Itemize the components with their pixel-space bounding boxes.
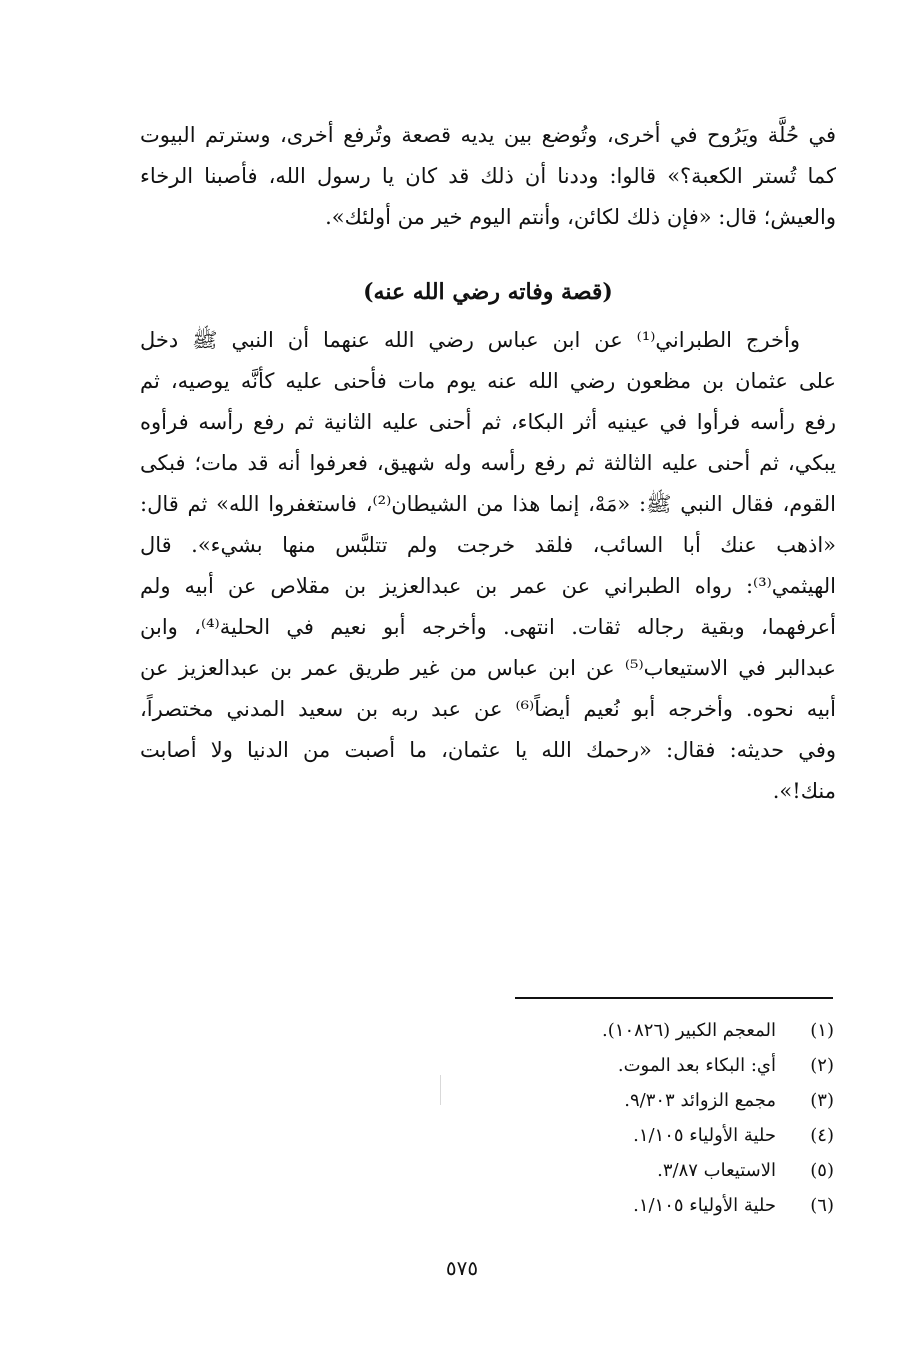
footnote-number: (٢) — [810, 1055, 834, 1076]
footnote-number: (٣) — [810, 1090, 834, 1111]
footnote-item — [414, 1118, 834, 1153]
footnote-item — [414, 1153, 834, 1188]
text-line: القوم، فقال النبي ﷺ: «مَهْ، إنما هذا من الشيطان⁽²⁾، فاستغفروا الله» ثم قال: — [140, 492, 836, 516]
footnote-text: حلية الأولياء ١/١٠٥. — [633, 1125, 776, 1146]
text-line: والعيش؛ قال: «فإن ذلك لكائن، وأنتم اليوم خير من أولئك». — [325, 205, 836, 229]
text-line: «اذهب عنك أبا السائب، فلقد خرجت ولم تتلبَّس منها بشيء». قال — [140, 533, 836, 557]
text-line: أبيه نحوه. وأخرجه أبو نُعيم أيضاً⁽⁶⁾ عن عبد ربه بن سعيد المدني مختصراً، — [140, 697, 836, 721]
top-paragraph — [140, 115, 836, 238]
text-line: على عثمان بن مظعون رضي الله عنه يوم مات فأحنى عليه كأنَّه يوصيه، ثم — [140, 369, 836, 393]
section-heading: (قصة وفاته رضي الله عنه) — [363, 279, 613, 305]
text-line: وأخرج الطبراني⁽¹⁾ عن ابن عباس رضي الله عنهما أن النبي ﷺ دخل — [140, 328, 800, 352]
footnote-item — [414, 1013, 834, 1048]
scan-mark — [440, 1075, 441, 1105]
footnote-item — [414, 1083, 834, 1118]
footnote-number: (١) — [810, 1020, 834, 1041]
text-line: رفع رأسه فرأوا في عينيه أثر البكاء، ثم أحنى عليه الثانية ثم رفع رأسه فرأوه — [140, 410, 836, 434]
text-line: الهيثمي⁽³⁾: رواه الطبراني عن عمر بن عبدالعزيز بن مقلاص عن أبيه ولم — [140, 574, 836, 598]
footnote-number: (٦) — [810, 1195, 834, 1216]
text-line: منك!». — [772, 779, 836, 803]
footnote-number: (٤) — [810, 1125, 834, 1146]
footnote-number: (٥) — [810, 1160, 834, 1181]
page-number: ٥٧٥ — [445, 1256, 479, 1280]
footnote-text: مجمع الزوائد ٩/٣٠٣. — [624, 1090, 776, 1111]
footnote-text: حلية الأولياء ١/١٠٥. — [633, 1195, 776, 1216]
footnote-item — [414, 1188, 834, 1223]
footnotes — [414, 1013, 834, 1223]
footnote-divider — [515, 997, 833, 999]
text-line: في حُلَّة ويَرُوح في أخرى، وتُوضع بين يديه قصعة وتُرفع أخرى، وسترتم البيوت — [140, 123, 836, 147]
footnote-text: المعجم الكبير (١٠٨٢٦). — [602, 1020, 776, 1041]
text-line: أعرفهما، وبقية رجاله ثقات. انتهى. وأخرجه أبو نعيم في الحلية⁽⁴⁾، وابن — [140, 615, 836, 639]
main-paragraph — [140, 320, 836, 812]
text-line: عبدالبر في الاستيعاب⁽⁵⁾ عن ابن عباس من غير طريق عمر بن عبدالعزيز عن — [140, 656, 836, 680]
text-line: كما تُستر الكعبة؟» قالوا: وددنا أن ذلك قد كان يا رسول الله، فأصبنا الرخاء — [140, 164, 836, 188]
footnote-text: أي: البكاء بعد الموت. — [617, 1055, 776, 1076]
text-line: وفي حديثه: فقال: «رحمك الله يا عثمان، ما أصبت من الدنيا ولا أصابت — [140, 738, 836, 762]
text-line: يبكي، ثم أحنى عليه الثالثة ثم رفع رأسه وله شهيق، فعرفوا أنه قد مات؛ فبكى — [140, 451, 836, 475]
footnote-item — [414, 1048, 834, 1083]
footnote-text: الاستيعاب ٣/٨٧. — [657, 1160, 776, 1181]
